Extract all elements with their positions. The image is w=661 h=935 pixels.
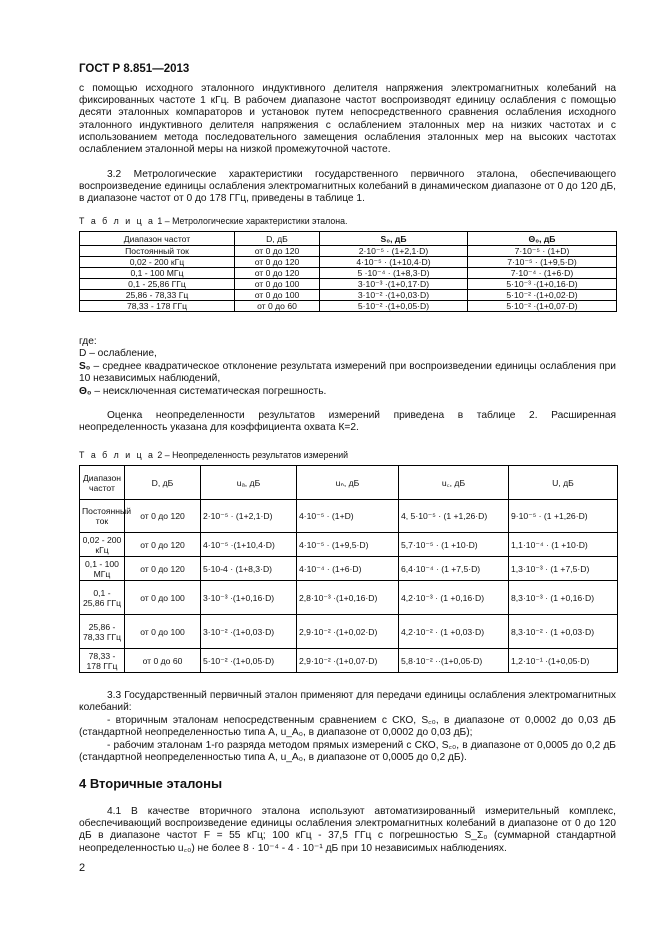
table-cell: 9·10⁻⁵ · (1 +1,26·D) (509, 500, 618, 533)
table-cell: 2,9·10⁻² ·(1+0,07·D) (297, 649, 399, 673)
table-cell: от 0 до 60 (235, 301, 320, 312)
bullet-2: - рабочим эталонам 1-го разряда методом прямых измерений с СКО, S꜀₀, в диапазоне от 0,0005 до 0,2 дБ (стандартной неопределенностью типа А, u_A₀, в диапазоне от 0,0005 до 0,2 дБ). (79, 740, 616, 764)
table-row (80, 533, 618, 557)
table-cell: 4·10⁻⁵ · (1+9,5·D) (297, 533, 399, 557)
table-row (80, 649, 618, 673)
table-row (80, 301, 617, 312)
legend-d: D – ослабление, (79, 348, 157, 359)
table-row (80, 500, 618, 533)
table-row (80, 257, 617, 268)
legend-s0-text: – среднее квадратическое отклонение результата измерений при воспроизведении единицы ослабления при 10 независимых наблюдений, (79, 361, 616, 385)
table2-header-cell: u꜀, дБ (399, 466, 509, 500)
table-cell: 5·10⁻³ ·(1+0,16·D) (468, 279, 617, 290)
table-cell: 4, 5·10⁻⁵ · (1 +1,26·D) (399, 500, 509, 533)
table-cell: 6,4·10⁻⁴ · (1 +7,5·D) (399, 557, 509, 581)
legend-theta (79, 386, 616, 398)
paragraph-1: с помощью исходного эталонного индуктивного делителя напряжения электромагнитных колебаний на фиксированных частоте 1 кГц. В рабочем диапазоне частот воспроизводят единицу ослабления с помощью десяти эталонных компараторов и установок путем непосредственного сравнения ослабления исходного эталонного индуктивного делителя напряжения с ослаблением эталонных мер на низких частотах и с использованием метода последовательного замещения ослабления эталонных мер на высоких частотах ослаблением эталонной меры на низкой промежуточной частоте. (79, 83, 616, 156)
table-cell: 5,8·10⁻² ··(1+0,05·D) (399, 649, 509, 673)
table-cell: от 0 до 120 (235, 257, 320, 268)
table-cell: 8,3·10⁻² · (1 +0,03·D) (509, 615, 618, 649)
table-cell: 0,02 - 200 кГц (80, 533, 125, 557)
paragraph-4: 3.3 Государственный первичный эталон применяют для передачи единицы ослабления электромагнитных колебаний: (79, 690, 616, 714)
table-cell: от 0 до 120 (125, 533, 201, 557)
table-cell: 4,2·10⁻³ · (1 +0,16·D) (399, 581, 509, 615)
table2-header-cell: D, дБ (125, 466, 201, 500)
table1-caption (79, 216, 347, 226)
table-cell: 5·10⁻² ·(1+0,07·D) (468, 301, 617, 312)
table-cell: 4,2·10⁻² · (1 +0,03·D) (399, 615, 509, 649)
table-cell: Постоянный ток (80, 500, 125, 533)
table-cell: 78,33 - 178 ГГц (80, 301, 235, 312)
table-cell: 5 ·10⁻⁴ · (1+8,3·D) (320, 268, 468, 279)
table-cell: от 0 до 60 (125, 649, 201, 673)
table-cell: 4·10⁻⁵ · (1+D) (297, 500, 399, 533)
table-2 (79, 465, 618, 673)
table-cell: 2·10⁻⁵ · (1+2,1·D) (320, 246, 468, 257)
table-cell: 0,1 - 100 МГц (80, 268, 235, 279)
table-cell: 1,1·10⁻⁴ · (1 +10·D) (509, 533, 618, 557)
table-cell: 4·10⁻⁴ · (1+6·D) (297, 557, 399, 581)
table-cell: 78,33 - 178 ГГц (80, 649, 125, 673)
table2-caption-text: 2 – Неопределенность результатов измерений (157, 450, 349, 460)
table2-header-cell: U, дБ (509, 466, 618, 500)
table-row (80, 246, 617, 257)
legend-where: где: (79, 336, 97, 347)
table-cell: 1,2·10⁻¹ ·(1+0,05·D) (509, 649, 618, 673)
table2-caption (79, 450, 348, 460)
table-cell: от 0 до 100 (125, 615, 201, 649)
table-cell: 5·10-4 · (1+8,3·D) (201, 557, 297, 581)
legend-s0-term: S₀ (79, 361, 91, 372)
table-cell: 1,3·10⁻³ · (1 +7,5·D) (509, 557, 618, 581)
bullet-1: - вторичным эталонам непосредственным сравнением с СКО, S꜀₀, в диапазоне от 0,0002 до 0,03 дБ (стандартной неопределенностью типа А, u_A₀, в диапазоне от 0,0002 до 0,03 дБ); (79, 715, 616, 739)
table-cell: 0,1 - 25,86 ГГц (80, 279, 235, 290)
table-cell: 3·10⁻² ·(1+0,03·D) (201, 615, 297, 649)
table-cell: 8,3·10⁻³ · (1 +0,16·D) (509, 581, 618, 615)
table-cell: 5·10⁻² ·(1+0,02·D) (468, 290, 617, 301)
table-cell: от 0 до 100 (235, 290, 320, 301)
table-cell: от 0 до 120 (235, 246, 320, 257)
table-cell: 25,86 - 78,33 Гц (80, 290, 235, 301)
paragraph-3: Оценка неопределенности результатов измерений приведена в таблице 2. Расширенная неопределенность указана для коэффициента охвата К=2. (79, 410, 616, 434)
table-cell: от 0 до 120 (125, 500, 201, 533)
table-row (80, 615, 618, 649)
table2-header-cell: uₐ, дБ (201, 466, 297, 500)
table2-header-cell: Диапазон частот (80, 466, 125, 500)
table1-caption-label: Т а б л и ц а (79, 216, 155, 226)
table-cell: 2,9·10⁻² ·(1+0,02·D) (297, 615, 399, 649)
table-cell: 7·10⁻⁴ · (1+6·D) (468, 268, 617, 279)
table-row (80, 581, 618, 615)
table-cell: от 0 до 100 (125, 581, 201, 615)
legend-theta-term: Θ₀ (79, 386, 92, 397)
table-cell: 0,02 - 200 кГц (80, 257, 235, 268)
table-cell: 0,1 - 25,86 ГГц (80, 581, 125, 615)
table-cell: от 0 до 120 (235, 268, 320, 279)
table-row (80, 279, 617, 290)
table1-header-cell: S₀, дБ (320, 232, 468, 246)
paragraph-2: 3.2 Метрологические характеристики государственного первичного эталона, обеспечивающего воспроизведение единицы ослабления электромагнитных колебаний в динамическом диапазоне от 0 до 120 дБ, в диапазоне частот от 0 до 178 ГГц, приведены в таблице 1. (79, 169, 616, 205)
table-cell: от 0 до 120 (125, 557, 201, 581)
table1-header-cell: D, дБ (235, 232, 320, 246)
table-cell: 5·10⁻² ·(1+0,05·D) (320, 301, 468, 312)
document-header: ГОСТ Р 8.851—2013 (79, 63, 190, 75)
table-cell: 7·10⁻⁵ · (1+9,5·D) (468, 257, 617, 268)
table2-header-cell: uₙ, дБ (297, 466, 399, 500)
table-cell: 4·10⁻⁵ · (1+10,4·D) (320, 257, 468, 268)
table1-caption-text: 1 – Метрологические характеристики эталона. (157, 216, 348, 226)
table-row (80, 290, 617, 301)
table-cell: 3·10⁻³ ·(1+0,17·D) (320, 279, 468, 290)
table-1 (79, 231, 617, 312)
legend-s0 (79, 361, 616, 385)
table-cell: от 0 до 100 (235, 279, 320, 290)
table-cell: 3·10⁻² ·(1+0,03·D) (320, 290, 468, 301)
section-title: 4 Вторичные эталоны (79, 776, 223, 791)
table-cell: 5,7·10⁻⁵ · (1 +10·D) (399, 533, 509, 557)
table1-header-row (80, 232, 617, 246)
table-cell: 7·10⁻⁵ · (1+D) (468, 246, 617, 257)
table-row (80, 268, 617, 279)
table-cell: 2,8·10⁻³ ·(1+0,16·D) (297, 581, 399, 615)
table-row (80, 557, 618, 581)
table-cell: 25,86 - 78,33 ГГц (80, 615, 125, 649)
table-cell: 0,1 - 100 МГц (80, 557, 125, 581)
paragraph-5: 4.1 В качестве вторичного эталона используют автоматизированный измерительный комплекс, обеспечивающий воспроизведение единицы ослабления электромагнитных колебаний в диапазоне от 0 до 120 дБ в диапазоне частот F = 55 кГц; 100 кГц - 37,5 ГГц с погрешностью S_Σ₀ (суммарной стандартной неопределенностью u꜀₀) не более 8 · 10⁻⁴ - 4 · 10⁻¹ дБ при 10 независимых наблюдениях. (79, 806, 616, 854)
page-number: 2 (79, 862, 86, 874)
table-cell: 4·10⁻⁵ ·(1+10,4·D) (201, 533, 297, 557)
table-cell: 5·10⁻² ·(1+0,05·D) (201, 649, 297, 673)
table-cell: Постоянный ток (80, 246, 235, 257)
table-cell: 3·10⁻³ ·(1+0,16·D) (201, 581, 297, 615)
legend-theta-text: – неисключенная систематическая погрешность. (91, 386, 327, 397)
table2-header-row (80, 466, 618, 500)
table2-caption-label: Т а б л и ц а (79, 450, 155, 460)
table1-header-cell: Θ₀, дБ (468, 232, 617, 246)
table-cell: 2·10⁻⁵ · (1+2,1·D) (201, 500, 297, 533)
table1-header-cell: Диапазон частот (80, 232, 235, 246)
